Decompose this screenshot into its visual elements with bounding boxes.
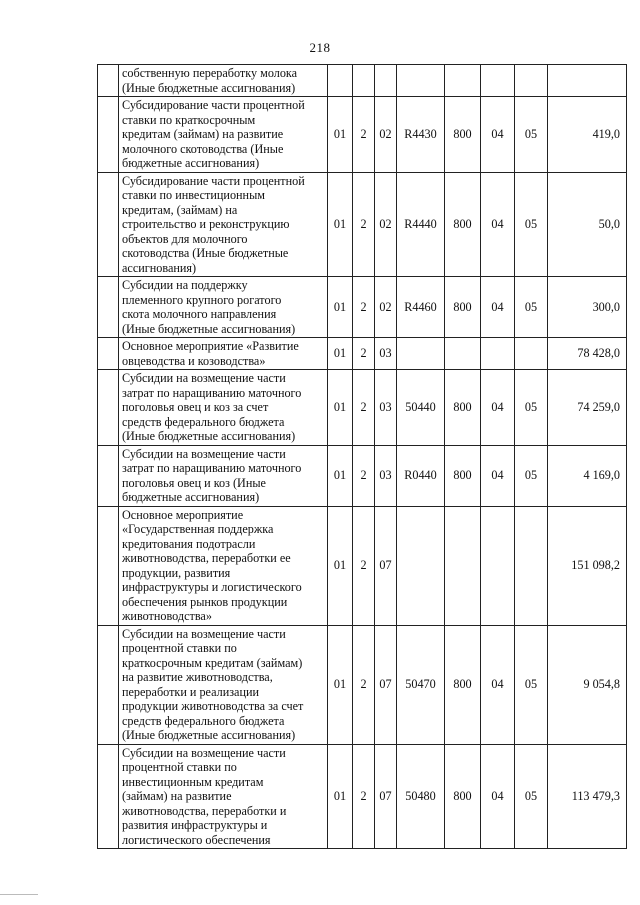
row-number-cell: [98, 277, 119, 338]
item-name-line: животноводства, переработки ее: [122, 551, 291, 565]
expense-type-cell: 800: [445, 172, 481, 277]
item-name-line: средств федерального бюджета: [122, 713, 285, 728]
item-name-line: кредитам (займам) на развитие: [122, 127, 284, 141]
table-row: [98, 506, 627, 625]
item-name-line: обеспечения рынков продукции: [122, 594, 288, 609]
subprogram-code-cell: 2: [353, 97, 375, 173]
activity-code-cell: 02: [375, 277, 397, 338]
expense-direction-cell: 50440: [397, 370, 445, 446]
expense-type-cell: 800: [445, 744, 481, 849]
item-name-cell: [119, 65, 328, 97]
item-name-line: «Государственная поддержка: [122, 522, 274, 536]
item-name-line: ставки по инвестиционным: [122, 188, 265, 202]
item-name-line: животноводства»: [122, 609, 212, 623]
item-name-line: ассигнования): [122, 260, 197, 275]
item-name-line: ставки по краткосрочным: [122, 112, 256, 127]
item-name-line: кредитования подотрасли: [122, 536, 256, 551]
section-cell: 04: [481, 370, 515, 446]
item-name-line: Субсидии на поддержку: [122, 278, 248, 292]
item-name-line: молочного скотоводства (Иные: [122, 141, 284, 156]
subsection-cell: 05: [515, 97, 548, 173]
program-code-cell: 01: [328, 625, 353, 744]
expense-direction-cell: R4440: [397, 172, 445, 277]
row-number-cell: [98, 338, 119, 370]
item-name-line: строительство и реконструкцию: [122, 217, 290, 231]
amount-cell: 151 098,2: [548, 506, 627, 625]
item-name-line: развития инфраструктуры и: [122, 818, 268, 832]
item-name-line: овцеводства и козоводства»: [122, 353, 266, 368]
amount-cell: 300,0: [548, 277, 627, 338]
program-code-cell: 01: [328, 445, 353, 506]
section-cell: 04: [481, 172, 515, 277]
item-name-line: кредитам, (займам) на: [122, 202, 238, 217]
table-row: [98, 65, 627, 97]
row-number-cell: [98, 744, 119, 849]
subsection-cell: 05: [515, 625, 548, 744]
item-name-cell: [119, 277, 328, 338]
item-name-line: (Иные бюджетные ассигнования): [122, 321, 296, 336]
expense-direction-cell: 50470: [397, 625, 445, 744]
row-number-cell: [98, 97, 119, 173]
item-name-line: средств федерального бюджета: [122, 414, 285, 429]
item-name-line: Субсидии на возмещение части: [122, 371, 286, 385]
amount-cell: 9 054,8: [548, 625, 627, 744]
item-name-line: поголовья овец и коз за счет: [122, 400, 269, 414]
item-name-line: племенного крупного рогатого: [122, 292, 282, 307]
subsection-cell: 05: [515, 445, 548, 506]
program-code-cell: 01: [328, 277, 353, 338]
amount-cell: [548, 65, 627, 97]
item-name-line: скотоводства (Иные бюджетные: [122, 246, 289, 260]
expense-type-cell: 800: [445, 445, 481, 506]
subprogram-code-cell: 2: [353, 338, 375, 370]
activity-code-cell: [375, 65, 397, 97]
expense-type-cell: 800: [445, 97, 481, 173]
item-name-line: затрат по наращиванию маточного: [122, 461, 302, 475]
section-cell: 04: [481, 445, 515, 506]
item-name-cell: [119, 172, 328, 277]
table-row: [98, 370, 627, 446]
section-cell: 04: [481, 277, 515, 338]
item-name-line: бюджетные ассигнования): [122, 490, 260, 504]
table-row: [98, 625, 627, 744]
item-name-line: инвестиционным кредитам: [122, 774, 264, 789]
item-name-line: процентной ставки по: [122, 760, 237, 774]
item-name-line: продукции животноводства за счет: [122, 699, 304, 713]
section-cell: [481, 506, 515, 625]
expense-direction-cell: R4460: [397, 277, 445, 338]
subprogram-code-cell: 2: [353, 277, 375, 338]
subsection-cell: [515, 65, 548, 97]
item-name-line: объектов для молочного: [122, 231, 248, 246]
margin-mark: [0, 894, 38, 895]
item-name-line: переработки и реализации: [122, 684, 260, 699]
item-name-line: Основное мероприятие: [122, 507, 244, 522]
activity-code-cell: 07: [375, 506, 397, 625]
program-code-cell: 01: [328, 370, 353, 446]
program-code-cell: 01: [328, 97, 353, 173]
activity-code-cell: 02: [375, 97, 397, 173]
table-row: [98, 744, 627, 849]
page-number: 218: [309, 40, 331, 55]
item-name-line: поголовья овец и коз (Иные: [122, 475, 266, 490]
table-row: [98, 97, 627, 173]
subprogram-code-cell: 2: [353, 625, 375, 744]
item-name-line: продукции, развития: [122, 565, 231, 580]
amount-cell: 4 169,0: [548, 445, 627, 506]
subprogram-code-cell: 2: [353, 744, 375, 849]
item-name-line: процентной ставки по: [122, 641, 237, 655]
table-row: [98, 338, 627, 370]
expense-direction-cell: [397, 506, 445, 625]
subsection-cell: 05: [515, 370, 548, 446]
item-name-line: Субсидирование части процентной: [122, 173, 305, 188]
table-row: [98, 277, 627, 338]
subprogram-code-cell: 2: [353, 172, 375, 277]
item-name-line: (займам) на развитие: [122, 789, 232, 803]
item-name-cell: [119, 625, 328, 744]
row-number-cell: [98, 506, 119, 625]
expense-type-cell: [445, 65, 481, 97]
item-name-line: Основное мероприятие «Развитие: [122, 339, 299, 353]
section-cell: [481, 338, 515, 370]
expense-direction-cell: [397, 338, 445, 370]
item-name-cell: [119, 445, 328, 506]
activity-code-cell: 02: [375, 172, 397, 277]
section-cell: 04: [481, 744, 515, 849]
item-name-line: животноводства, переработки и: [122, 803, 287, 818]
expense-direction-cell: 50480: [397, 744, 445, 849]
subprogram-code-cell: 2: [353, 506, 375, 625]
expense-direction-cell: R4430: [397, 97, 445, 173]
activity-code-cell: 03: [375, 338, 397, 370]
row-number-cell: [98, 370, 119, 446]
budget-table: [97, 64, 627, 849]
item-name-line: инфраструктуры и логистического: [122, 580, 302, 594]
item-name-line: (Иные бюджетные ассигнования): [122, 728, 296, 742]
section-cell: 04: [481, 97, 515, 173]
table-row: [98, 445, 627, 506]
expense-type-cell: 800: [445, 370, 481, 446]
item-name-cell: [119, 744, 328, 849]
subprogram-code-cell: 2: [353, 445, 375, 506]
expense-type-cell: [445, 506, 481, 625]
item-name-cell: [119, 97, 328, 173]
item-name-line: логистического обеспечения: [122, 832, 271, 847]
table-row: [98, 172, 627, 277]
program-code-cell: 01: [328, 744, 353, 849]
item-name-line: Субсидии на возмещение части: [122, 446, 286, 461]
table-body: [98, 65, 627, 849]
subsection-cell: 05: [515, 172, 548, 277]
amount-cell: 419,0: [548, 97, 627, 173]
row-number-cell: [98, 445, 119, 506]
expense-direction-cell: [397, 65, 445, 97]
subprogram-code-cell: 2: [353, 370, 375, 446]
item-name-line: Субсидии на возмещение части: [122, 745, 286, 760]
item-name-line: Субсидии на возмещение части: [122, 626, 286, 641]
amount-cell: 113 479,3: [548, 744, 627, 849]
item-name-line: на развитие животноводства,: [122, 670, 273, 684]
item-name-line: Субсидирование части процентной: [122, 98, 305, 112]
amount-cell: 74 259,0: [548, 370, 627, 446]
item-name-cell: [119, 370, 328, 446]
row-number-cell: [98, 625, 119, 744]
item-name-cell: [119, 338, 328, 370]
amount-cell: 78 428,0: [548, 338, 627, 370]
item-name-line: скота молочного направления: [122, 307, 277, 321]
row-number-cell: [98, 172, 119, 277]
expense-type-cell: [445, 338, 481, 370]
subsection-cell: 05: [515, 277, 548, 338]
subsection-cell: 05: [515, 744, 548, 849]
program-code-cell: 01: [328, 506, 353, 625]
subprogram-code-cell: [353, 65, 375, 97]
subsection-cell: [515, 506, 548, 625]
section-cell: [481, 65, 515, 97]
program-code-cell: 01: [328, 338, 353, 370]
item-name-line: (Иные бюджетные ассигнования): [122, 80, 296, 95]
row-number-cell: [98, 65, 119, 97]
item-name-line: затрат по наращиванию маточного: [122, 385, 302, 400]
program-code-cell: [328, 65, 353, 97]
activity-code-cell: 03: [375, 370, 397, 446]
activity-code-cell: 07: [375, 744, 397, 849]
item-name-line: собственную переработку молока: [122, 66, 298, 80]
item-name-cell: [119, 506, 328, 625]
item-name-line: краткосрочным кредитам (займам): [122, 655, 303, 670]
section-cell: 04: [481, 625, 515, 744]
item-name-line: (Иные бюджетные ассигнования): [122, 429, 296, 443]
expense-direction-cell: R0440: [397, 445, 445, 506]
program-code-cell: 01: [328, 172, 353, 277]
subsection-cell: [515, 338, 548, 370]
amount-cell: 50,0: [548, 172, 627, 277]
item-name-line: бюджетные ассигнования): [122, 156, 260, 170]
expense-type-cell: 800: [445, 625, 481, 744]
activity-code-cell: 07: [375, 625, 397, 744]
expense-type-cell: 800: [445, 277, 481, 338]
activity-code-cell: 03: [375, 445, 397, 506]
